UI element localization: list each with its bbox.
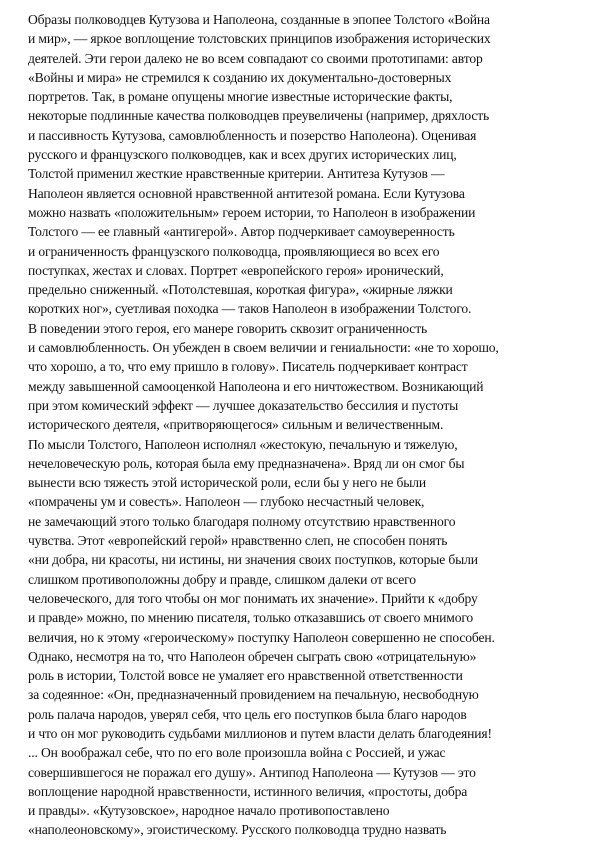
- text-line: предельно сниженный. «Потолстевшая, короткая фигура», «жирные ляжки: [28, 282, 453, 298]
- text-line: исторического деятеля, «притворяющегося» сильным и величественным.: [28, 417, 444, 433]
- text-line: и что он мог руководить судьбами миллионов и путем власти делать благодеяния!: [28, 725, 492, 741]
- text-line: можно назвать «положительным» героем истории, то Наполеон в изображении: [28, 204, 476, 220]
- text-line: русского и французского полководцев, как и всех других исторических лиц,: [28, 147, 457, 163]
- text-line: человеческого, для того чтобы он мог понимать их значение». Прийти к «добру: [28, 590, 478, 606]
- text-line: между завышенной самооценкой Наполеона и его ничтожеством. Возникающий: [28, 378, 484, 394]
- text-line: и пассивность Кутузова, самовлюбленность и позерство Наполеона). Оценивая: [28, 127, 477, 143]
- text-line: и ограниченность французского полководца, проявляющиеся во всех его: [28, 243, 440, 259]
- text-line: «помрачены ум и совесть». Наполеон — глубоко несчастный человек,: [28, 494, 425, 510]
- text-line: роль в истории, Толстой вовсе не умаляет его нравственной ответственности: [28, 668, 463, 684]
- text-line: «наполеоновскому», эгоистическому. Русского полководца трудно назвать: [28, 822, 447, 838]
- text-line: Толстой применил жесткие нравственные критерии. Антитеза Кутузов —: [28, 166, 445, 182]
- text-line: что хорошо, а то, что ему пришло в голову». Писатель подчеркивает контраст: [28, 359, 468, 375]
- text-line: совершившегося не поражал его душу». Антипод Наполеона — Кутузов — это: [28, 764, 476, 780]
- text-line: деятелей. Эти герои далеко не во всем совпадают со своими прототипами: автор: [28, 50, 483, 66]
- text-line: и мир», — яркое воплощение толстовских принципов изображения исторических: [28, 31, 491, 47]
- text-line: не замечающий этого только благодаря полному отсутствию нравственного: [28, 513, 456, 529]
- text-line: за содеянное: «Он, предназначенный провидением на печальную, несвободную: [28, 687, 479, 703]
- text-line: нечеловеческую роль, которая была ему предназначена». Вряд ли он смог бы: [28, 455, 465, 471]
- text-line: и правде» можно, по мнению писателя, только отказавшись от своего мнимого: [28, 610, 474, 626]
- text-line: Однако, несмотря на то, что Наполеон обречен сыграть свою «отрицательную»: [28, 648, 477, 664]
- text-line: В поведении этого героя, его манере говорить сквозит ограниченность: [28, 320, 428, 336]
- text-line: некоторые подлинные качества полководцев преувеличены (например, дряхлость: [28, 108, 490, 124]
- text-line: воплощение народной нравственности, истинного величия, «простоты, добра: [28, 783, 468, 799]
- text-line: По мысли Толстого, Наполеон исполнял «жестокую, печальную и тяжелую,: [28, 436, 458, 452]
- text-line: чувства. Этот «европейский герой» нравственно слеп, не способен понять: [28, 533, 448, 549]
- text-line: при этом комический эффект — лучшее доказательство бессилия и пустоты: [28, 397, 459, 413]
- text-line: вынести всю тяжесть этой исторической роли, если бы у него не были: [28, 475, 427, 491]
- text-line: коротких ног», суетливая походка — таков Наполеон в изображении Толстого.: [28, 301, 472, 317]
- text-line: Толстого — ее главный «антигерой». Автор подчеркивает самоуверенность: [28, 224, 455, 240]
- text-line: Образы полководцев Кутузова и Наполеона, созданные в эпопее Толстого «Война: [28, 12, 490, 27]
- text-line: роль палача народов, уверял себя, что цель его поступков была благо народов: [28, 706, 467, 722]
- text-line: и правды». «Кутузовское», народное начало противопоставлено: [28, 803, 390, 819]
- text-line: портретов. Так, в романе опущены многие известные исторические факты,: [28, 89, 453, 105]
- text-line: поступках, жестах и словах. Портрет «европейского героя» иронический,: [28, 262, 444, 278]
- text-line: ... Он воображал себе, что по его воле произошла война с Россией, и ужас: [28, 745, 446, 761]
- text-line: Наполеон является основной нравственной антитезой романа. Если Кутузова: [28, 185, 465, 201]
- text-line: и самовлюбленность. Он убежден в своем величии и гениальности: «не то хорошо,: [28, 340, 499, 356]
- text-line: величия, но к этому «героическому» поступку Наполеон совершенно не способен.: [28, 629, 495, 645]
- text-line: «ни добра, ни красоты, ни истины, ни значения своих поступков, которые были: [28, 552, 478, 568]
- document-body-text: [28, 10, 573, 840]
- text-line: «Войны и мира» не стремился к созданию их документально-достоверных: [28, 69, 452, 85]
- text-line: слишком противоположны добру и правде, слишком далеки от всего: [28, 571, 416, 587]
